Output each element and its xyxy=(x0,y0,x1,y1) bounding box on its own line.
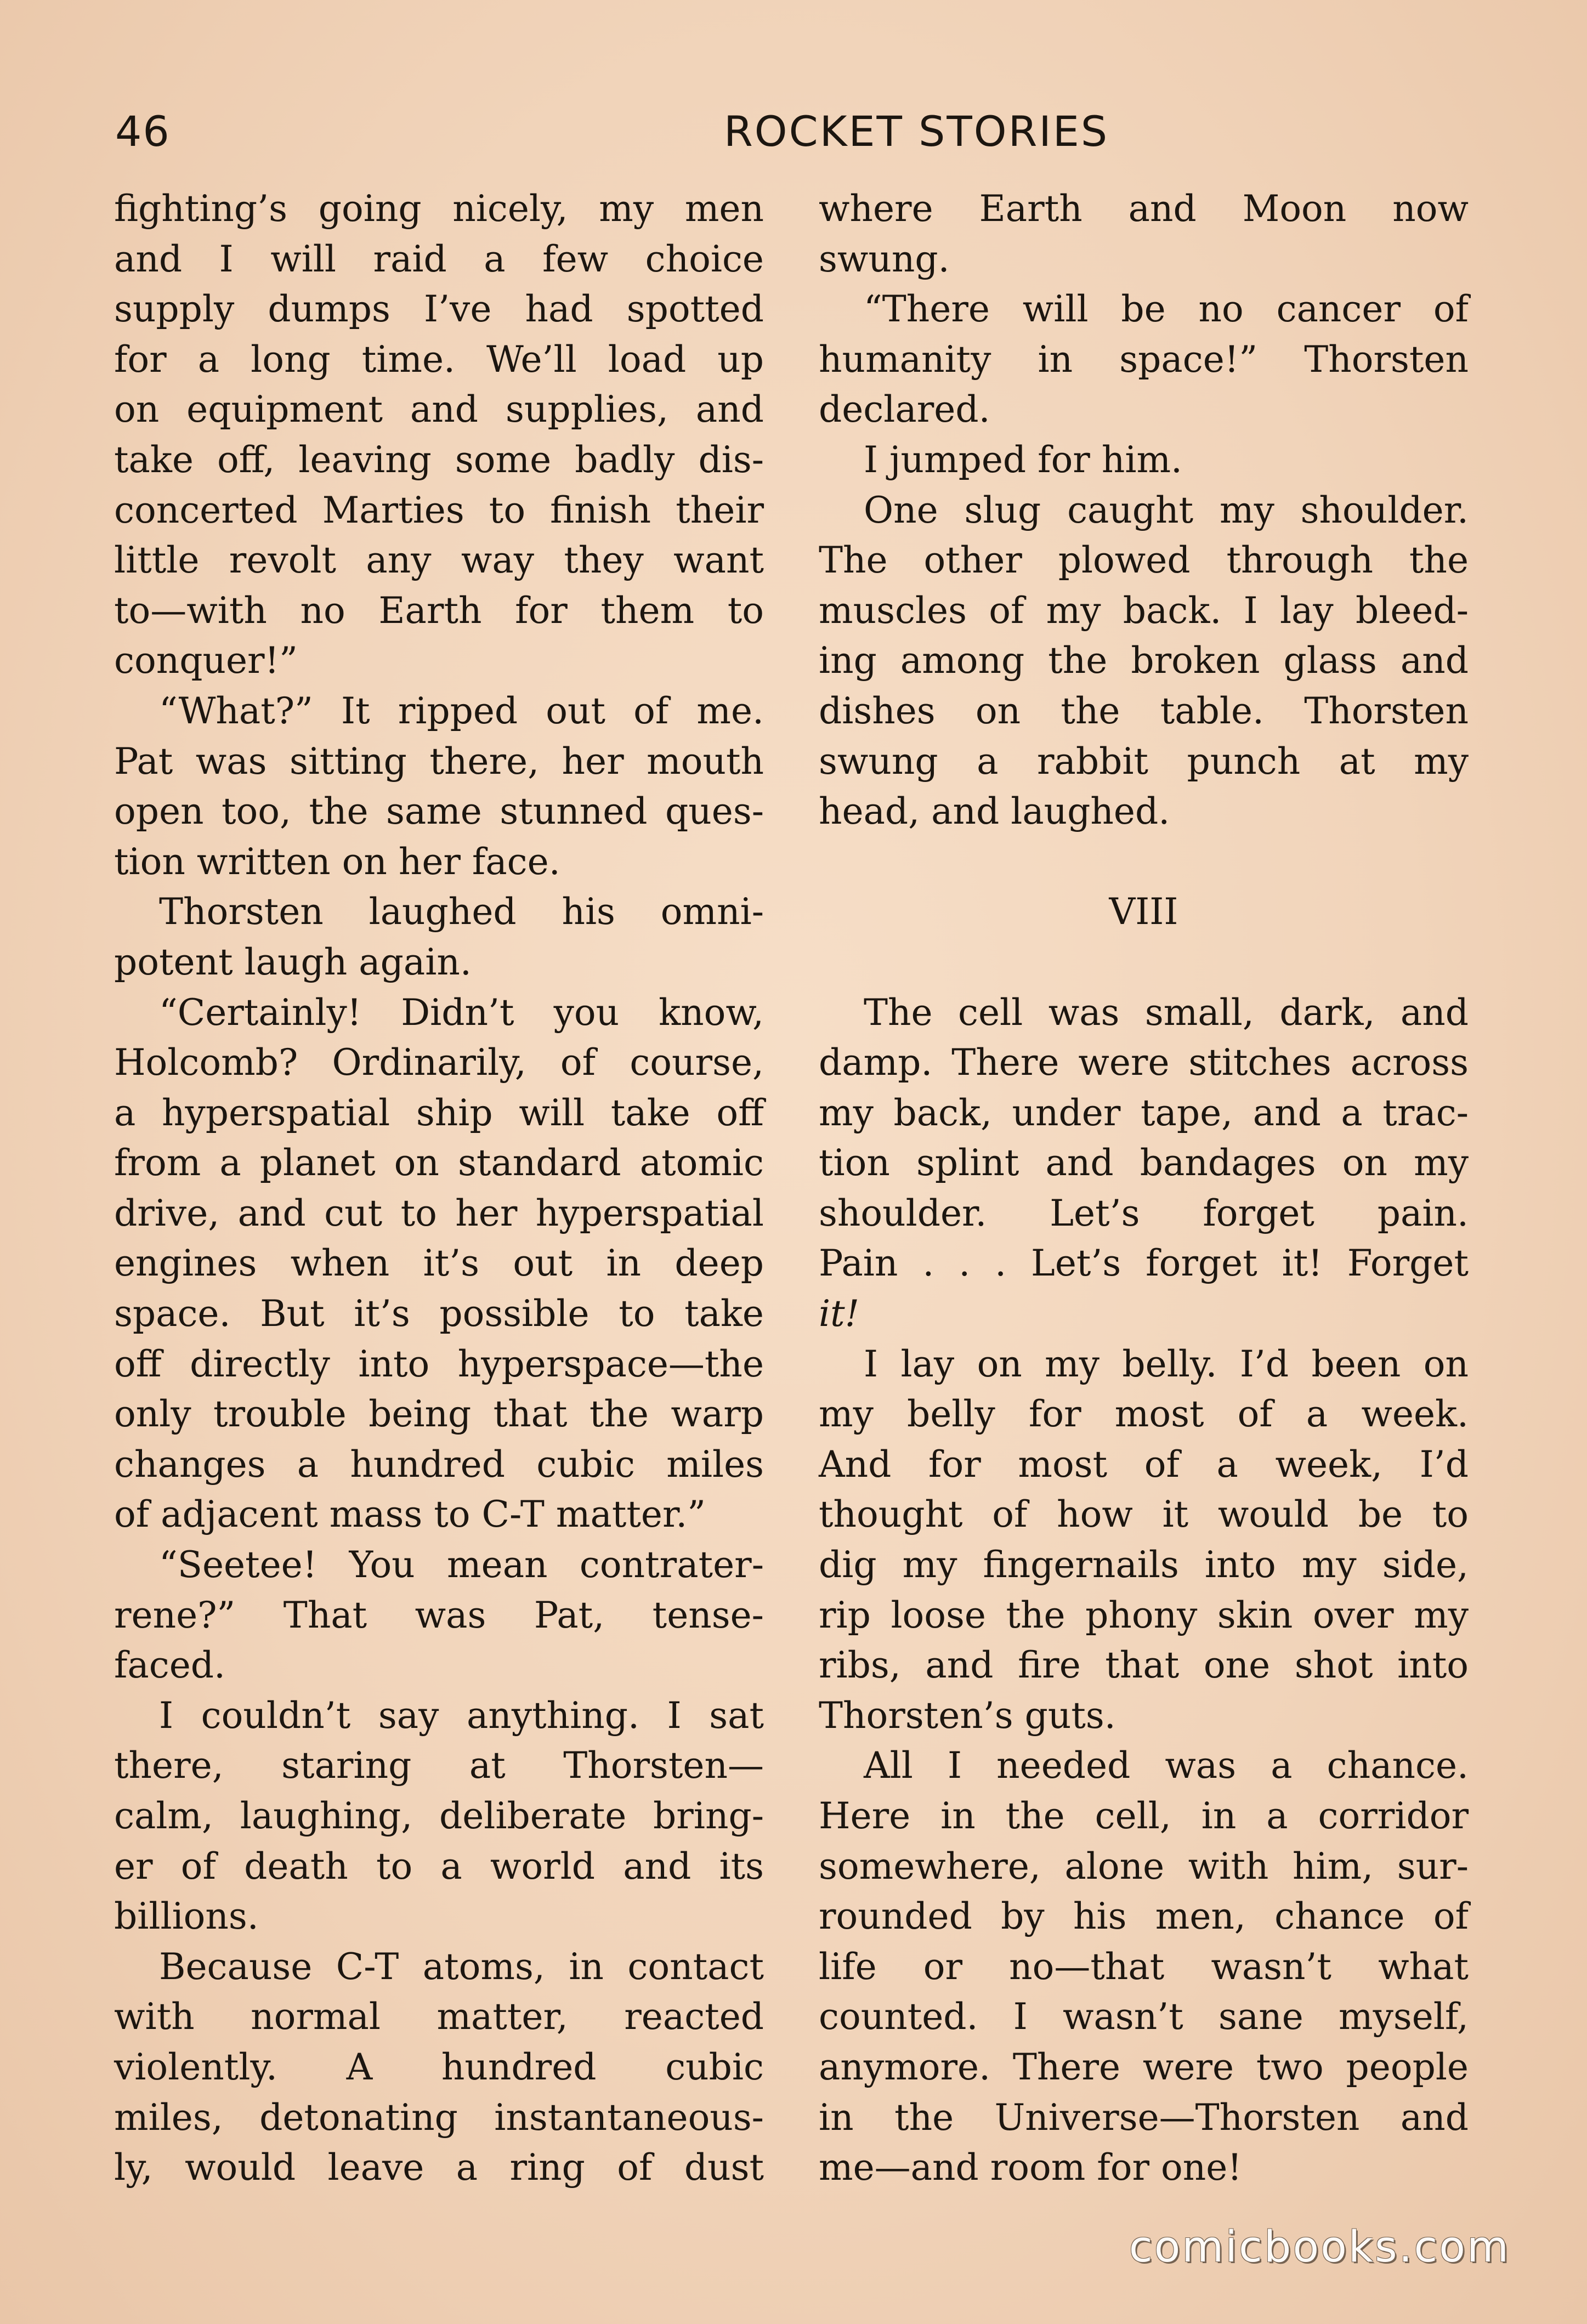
right-text-column xyxy=(819,184,1469,2193)
text-line: engines when it’s out in deep xyxy=(114,1242,764,1285)
text-line: life or no—that wasn’t what xyxy=(819,1945,1469,1988)
text-line: The cell was small, dark, and xyxy=(864,991,1469,1034)
text-line: for a long time. We’ll load up xyxy=(114,338,764,381)
text-line: miles, detonating instantaneous- xyxy=(114,2096,764,2139)
text-line: calm, laughing, deliberate bring- xyxy=(114,1795,764,1837)
text-line: I couldn’t say anything. I sat xyxy=(159,1694,764,1737)
running-title: ROCKET STORIES xyxy=(724,107,1109,156)
text-line: “What?” It ripped out of me. xyxy=(159,689,764,732)
text-line: potent laugh again. xyxy=(114,940,472,983)
text-line: to—with no Earth for them to xyxy=(114,589,764,632)
chapter-heading: VIII xyxy=(1109,891,1178,933)
text-line: rip loose the phony skin over my xyxy=(819,1594,1469,1636)
text-line: And for most of a week, I’d xyxy=(819,1443,1469,1486)
text-line: One slug caught my shoulder. xyxy=(864,489,1469,531)
text-line: ribs, and fire that one shot into xyxy=(819,1644,1469,1687)
text-line: space. But it’s possible to take xyxy=(114,1293,764,1335)
text-line: “Seetee! You mean contrater- xyxy=(159,1544,764,1586)
text-line: where Earth and Moon now xyxy=(819,188,1469,230)
text-line: ing among the broken glass and xyxy=(819,639,1469,682)
text-line: of adjacent mass to C-T matter.” xyxy=(114,1493,706,1536)
text-line: anymore. There were two people xyxy=(819,2045,1469,2088)
text-line: Pat was sitting there, her mouth xyxy=(114,740,764,783)
text-line: I jumped for him. xyxy=(864,438,1183,481)
text-line: Holcomb? Ordinarily, of course, xyxy=(114,1041,764,1084)
text-line: “There will be no cancer of xyxy=(864,288,1469,331)
text-line: open too, the same stunned ques- xyxy=(114,790,764,833)
text-line: rounded by his men, chance of xyxy=(819,1895,1469,1938)
text-line: me—and room for one! xyxy=(819,2146,1242,2189)
text-line: swung a rabbit punch at my xyxy=(819,740,1469,783)
text-line: counted. I wasn’t sane myself, xyxy=(819,1996,1469,2038)
left-text-column xyxy=(114,184,764,2193)
page-number: 46 xyxy=(115,107,171,156)
page-header xyxy=(115,107,1486,167)
text-line: conquer!” xyxy=(114,639,298,682)
text-line: ly, would leave a ring of dust xyxy=(114,2146,764,2189)
text-line: thought of how it would be to xyxy=(819,1493,1469,1536)
text-line: muscles of my back. I lay bleed- xyxy=(819,589,1469,632)
text-line: somewhere, alone with him, sur- xyxy=(819,1845,1469,1887)
text-line: my belly for most of a week. xyxy=(819,1393,1469,1436)
text-line: a hyperspatial ship will take off xyxy=(114,1091,764,1134)
text-line: billions. xyxy=(114,1895,259,1938)
text-line: and I will raid a few choice xyxy=(114,237,764,280)
text-line: swung. xyxy=(819,237,950,280)
text-line: off directly into hyperspace—the xyxy=(114,1342,764,1385)
text-line: fighting’s going nicely, my men xyxy=(114,188,764,230)
text-line: on equipment and supplies, and xyxy=(114,388,764,431)
text-line: drive, and cut to her hyperspatial xyxy=(114,1192,764,1234)
text-line: only trouble being that the warp xyxy=(114,1393,764,1436)
text-line: Pain . . . Let’s forget it! Forget xyxy=(819,1242,1469,1285)
text-line: my back, under tape, and a trac- xyxy=(819,1091,1469,1134)
text-line: dig my fingernails into my side, xyxy=(819,1544,1469,1586)
text-line: dishes on the table. Thorsten xyxy=(819,689,1469,732)
text-line: The other plowed through the xyxy=(819,539,1469,582)
text-line: rene?” That was Pat, tense- xyxy=(114,1594,764,1636)
text-line: head, and laughed. xyxy=(819,790,1170,833)
text-line: “Certainly! Didn’t you know, xyxy=(159,991,764,1034)
text-line: Thorsten laughed his omni- xyxy=(159,891,764,933)
text-line: tion written on her face. xyxy=(114,840,560,883)
text-line: in the Universe—Thorsten and xyxy=(819,2096,1469,2139)
text-line: Here in the cell, in a corridor xyxy=(819,1795,1469,1837)
text-line: declared. xyxy=(819,388,990,431)
text-line: concerted Marties to finish their xyxy=(114,489,764,531)
text-line xyxy=(819,837,1469,887)
text-line: little revolt any way they want xyxy=(114,539,764,582)
text-line: er of death to a world and its xyxy=(114,1845,764,1887)
text-line: tion splint and bandages on my xyxy=(819,1142,1469,1184)
text-line: it! xyxy=(819,1293,860,1335)
text-line: I lay on my belly. I’d been on xyxy=(864,1342,1469,1385)
text-line: with normal matter, reacted xyxy=(114,1996,764,2038)
text-line: violently. A hundred cubic xyxy=(114,2045,764,2088)
text-line: supply dumps I’ve had spotted xyxy=(114,288,764,331)
text-line: shoulder. Let’s forget pain. xyxy=(819,1192,1469,1234)
text-line: Because C-T atoms, in contact xyxy=(159,1945,764,1988)
text-line: faced. xyxy=(114,1644,226,1687)
text-line: take off, leaving some badly dis- xyxy=(114,438,764,481)
text-line: All I needed was a chance. xyxy=(864,1744,1469,1787)
text-line: from a planet on standard atomic xyxy=(114,1142,764,1184)
text-line xyxy=(819,937,1469,988)
text-line: Thorsten’s guts. xyxy=(819,1694,1116,1737)
watermark: comicbooks.com xyxy=(1129,2223,1510,2272)
text-line: humanity in space!” Thorsten xyxy=(819,338,1469,381)
text-line: changes a hundred cubic miles xyxy=(114,1443,764,1486)
text-line: damp. There were stitches across xyxy=(819,1041,1469,1084)
text-line: there, staring at Thorsten— xyxy=(114,1744,764,1787)
